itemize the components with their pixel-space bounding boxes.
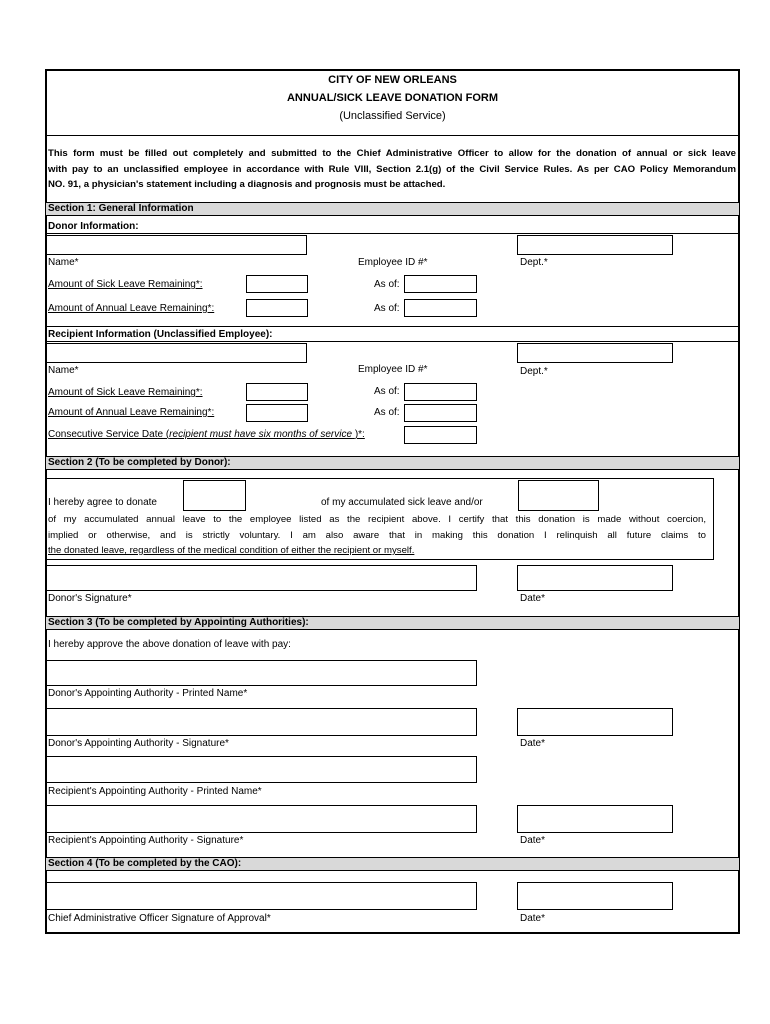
donor-employee-id-label: Employee ID #*: [358, 257, 428, 268]
donor-sick-as-of-field[interactable]: [404, 275, 477, 293]
section-1-title: Section 1: General Information: [48, 203, 194, 214]
recipient-sick-as-of-field[interactable]: [404, 383, 477, 401]
form-subtitle: (Unclassified Service): [339, 110, 446, 122]
recipient-authority-printed-name-label: Recipient's Appointing Authority - Printed Name*: [48, 786, 262, 797]
intro-line-1: This form must be filled out completely and submitted to the Chief Administrative Officer to allow for the donation of annual or sick leave: [48, 148, 736, 159]
donor-signature-label: Donor's Signature*: [48, 593, 132, 604]
recipient-sick-leave-field[interactable]: [246, 383, 308, 401]
recipient-employee-id-label: Employee ID #*: [358, 364, 428, 375]
section-2-title: Section 2 (To be completed by Donor):: [48, 457, 231, 468]
donor-authority-printed-name-field[interactable]: [46, 660, 477, 686]
donor-date-field[interactable]: [517, 565, 673, 591]
section-2-header: [46, 456, 739, 470]
service-date-prefix: Consecutive Service Date (: [48, 429, 170, 440]
recipient-annual-leave-label: Amount of Annual Leave Remaining*:: [48, 407, 215, 418]
recipient-authority-date-field[interactable]: [517, 805, 673, 833]
recipient-annual-leave-field[interactable]: [246, 404, 308, 422]
donor-authority-signature-label: Donor's Appointing Authority - Signature*: [48, 738, 229, 749]
donor-name-field[interactable]: [46, 235, 307, 255]
donor-authority-date-field[interactable]: [517, 708, 673, 736]
recipient-authority-date-label: Date*: [520, 835, 546, 846]
donor-authority-signature-field[interactable]: [46, 708, 477, 736]
donor-sick-leave-field[interactable]: [246, 275, 308, 293]
donation-text-part1: I hereby agree to donate: [48, 497, 157, 508]
recipient-info-title: Recipient Information (Unclassified Employee):: [48, 329, 273, 340]
recipient-annual-as-of-label: As of:: [374, 407, 400, 418]
donation-line-3: implied or otherwise, and is strictly voluntary. I am also aware that in making this donation I relinquish all future claims to: [48, 529, 706, 541]
donor-sick-leave-label: Amount of Sick Leave Remaining*:: [48, 279, 203, 290]
recipient-authority-signature-field[interactable]: [46, 805, 477, 833]
header-divider: [45, 135, 740, 136]
consecutive-service-date-field[interactable]: [404, 426, 477, 444]
donor-sick-as-of-label: As of:: [374, 279, 400, 290]
donation-line-2: of my accumulated annual leave to the employee listed as the recipient above. I certify that this donation is made without coercion,: [48, 514, 706, 525]
donor-authority-printed-name-label: Donor's Appointing Authority - Printed Name*: [48, 688, 248, 699]
recipient-name-label: Name*: [48, 365, 79, 376]
donation-statement: [48, 512, 706, 559]
cao-date-label: Date*: [520, 913, 546, 924]
recipient-authority-printed-name-field[interactable]: [46, 756, 477, 783]
intro-line-2: with pay to an unclassified employee in accordance with Rule VIII, Section 2.1(g) of the Civil Service Rules. As per CAO Policy Memorandum: [48, 163, 736, 175]
donor-dept-label: Dept.*: [520, 257, 548, 268]
recipient-info-header: [46, 326, 739, 342]
section-1-header: [46, 202, 739, 216]
donation-line-4: the donated leave, regardless of the medical condition of either the recipient or myself.: [48, 545, 415, 556]
section-4-title: Section 4 (To be completed by the CAO):: [48, 858, 242, 869]
donation-amount-annual-field[interactable]: [518, 480, 599, 511]
service-date-suffix: )*:: [354, 429, 365, 440]
org-name: CITY OF NEW ORLEANS: [328, 74, 457, 86]
donor-annual-as-of-label: As of:: [374, 303, 400, 314]
recipient-annual-as-of-field[interactable]: [404, 404, 477, 422]
recipient-dept-label: Dept.*: [520, 366, 548, 377]
cao-signature-field[interactable]: [46, 882, 477, 910]
consecutive-service-date-label: [48, 429, 365, 440]
donor-name-label: Name*: [48, 257, 79, 268]
intro-text: [48, 146, 736, 193]
recipient-sick-leave-label: Amount of Sick Leave Remaining*:: [48, 387, 203, 398]
approval-text: I hereby approve the above donation of leave with pay:: [48, 639, 291, 650]
donor-dept-field[interactable]: [517, 235, 673, 255]
section-3-title: Section 3 (To be completed by Appointing Authorities):: [48, 617, 309, 628]
donor-annual-leave-field[interactable]: [246, 299, 308, 317]
donor-info-title: Donor Information:: [48, 221, 139, 232]
donation-amount-sick-field[interactable]: [183, 480, 246, 511]
donor-date-label: Date*: [520, 593, 546, 604]
form-title: ANNUAL/SICK LEAVE DONATION FORM: [286, 92, 499, 104]
section-3-header: [46, 616, 739, 630]
cao-signature-label: Chief Administrative Officer Signature of Approval*: [48, 913, 271, 924]
recipient-authority-signature-label: Recipient's Appointing Authority - Signature*: [48, 835, 244, 846]
recipient-sick-as-of-label: As of:: [374, 386, 400, 397]
donor-annual-leave-label: Amount of Annual Leave Remaining*:: [48, 303, 215, 314]
donor-authority-date-label: Date*: [520, 738, 546, 749]
recipient-dept-field[interactable]: [517, 343, 673, 363]
recipient-name-field[interactable]: [46, 343, 307, 363]
donor-info-header: [46, 221, 739, 234]
donor-annual-as-of-field[interactable]: [404, 299, 477, 317]
donor-signature-field[interactable]: [46, 565, 477, 591]
service-date-note: recipient must have six months of service: [169, 429, 353, 440]
intro-line-3: NO. 91, a physician's statement including a diagnosis and prognosis must be attached.: [48, 179, 446, 190]
cao-date-field[interactable]: [517, 882, 673, 910]
donation-text-part2: of my accumulated sick leave and/or: [321, 497, 483, 508]
section-4-header: [46, 857, 739, 871]
